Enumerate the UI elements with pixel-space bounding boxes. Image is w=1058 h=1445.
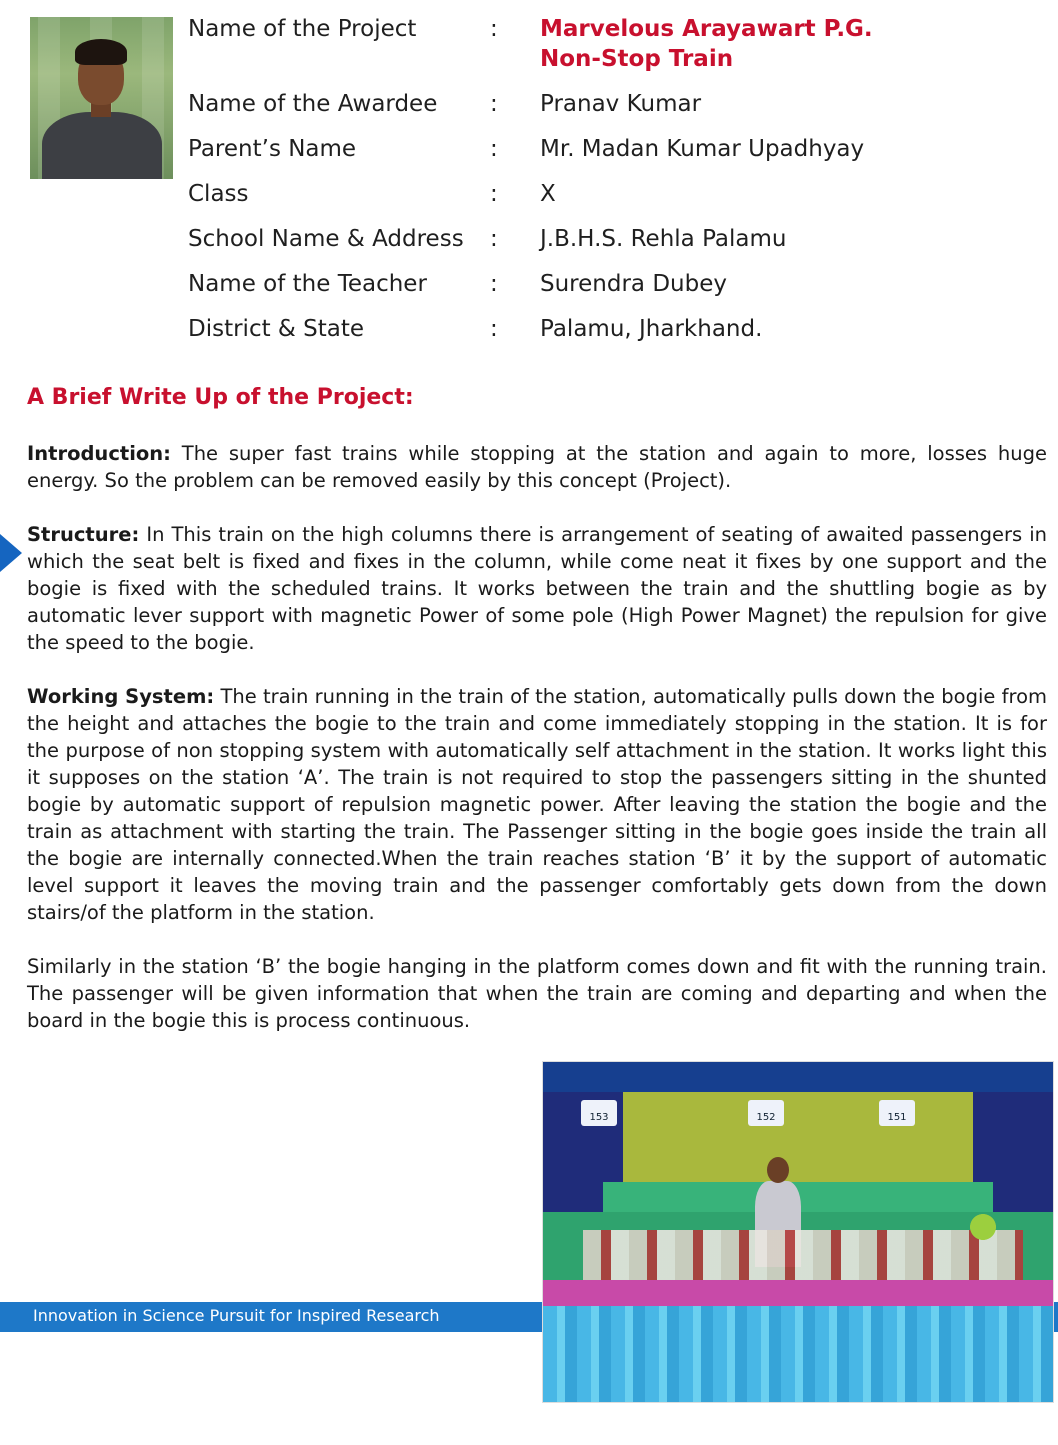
project-title-line2: Non-Stop Train bbox=[540, 46, 734, 72]
detail-value: X bbox=[540, 181, 556, 207]
working-paragraph bbox=[27, 683, 1047, 926]
project-title bbox=[540, 14, 873, 74]
writeup-heading: A Brief Write Up of the Project: bbox=[27, 385, 414, 410]
detail-separator: : bbox=[490, 16, 498, 42]
structure-paragraph bbox=[27, 521, 1047, 656]
detail-value: Surendra Dubey bbox=[540, 271, 727, 297]
detail-row-parent bbox=[188, 134, 1048, 179]
arrow-marker-icon bbox=[0, 534, 22, 572]
detail-separator: : bbox=[490, 91, 498, 117]
intro-text: The super fast trains while stopping at the station and again to more, losses huge energy. So the problem can be removed easily by this concept (Project). bbox=[27, 442, 1047, 492]
detail-value: J.B.H.S. Rehla Palamu bbox=[540, 226, 787, 252]
detail-row-district bbox=[188, 314, 1048, 359]
detail-separator: : bbox=[490, 316, 498, 342]
detail-label: Parent’s Name bbox=[188, 136, 357, 162]
detail-row-awardee bbox=[188, 89, 1048, 134]
detail-row-teacher bbox=[188, 269, 1048, 314]
detail-separator: : bbox=[490, 226, 498, 252]
exhibit-sign-mid: 152 bbox=[748, 1100, 784, 1126]
structure-text: In This train on the high columns there is arrangement of seating of awaited passengers in which the seat belt is fixed and fixes in the column, while come neat it fixes by one support and the bogie is fixed with the scheduled trains. It works between the train and the shuttling bogie as by automatic lever support with magnetic Power of some pole (High Power Magnet) the repulsion for give the speed to the bogie. bbox=[27, 523, 1047, 654]
exhibit-photo bbox=[542, 1061, 1054, 1403]
detail-label: Name of the Project bbox=[188, 16, 417, 42]
similarly-paragraph: Similarly in the station ‘B’ the bogie hanging in the platform comes down and fit with the running train. The passenger will be given information that when the train are coming and departing and when the board in the bogie this is process continuous. bbox=[27, 955, 1047, 1032]
intro-label: Introduction: bbox=[27, 442, 171, 465]
detail-separator: : bbox=[490, 181, 498, 207]
writeup-body bbox=[27, 440, 1047, 1061]
detail-separator: : bbox=[490, 136, 498, 162]
detail-value: Palamu, Jharkhand. bbox=[540, 316, 763, 342]
working-label: Working System: bbox=[27, 685, 215, 708]
intro-paragraph bbox=[27, 440, 1047, 494]
project-details bbox=[188, 14, 1048, 359]
detail-value: Mr. Madan Kumar Upadhyay bbox=[540, 136, 865, 162]
detail-row-class bbox=[188, 179, 1048, 224]
structure-label: Structure: bbox=[27, 523, 140, 546]
exhibit-sign-right: 151 bbox=[879, 1100, 915, 1126]
exhibit-sign-left: 153 bbox=[581, 1100, 617, 1126]
awardee-photo bbox=[30, 17, 173, 179]
footer-tagline: Innovation in Science Pursuit for Inspired Research bbox=[33, 1306, 440, 1325]
project-title-line1: Marvelous Arayawart P.G. bbox=[540, 16, 873, 42]
detail-row-project bbox=[188, 14, 1048, 89]
detail-label: School Name & Address bbox=[188, 226, 464, 252]
detail-label: District & State bbox=[188, 316, 365, 342]
detail-row-school bbox=[188, 224, 1048, 269]
detail-value: Pranav Kumar bbox=[540, 91, 702, 117]
detail-label: Name of the Teacher bbox=[188, 271, 427, 297]
detail-separator: : bbox=[490, 271, 498, 297]
detail-label: Class bbox=[188, 181, 249, 207]
detail-label: Name of the Awardee bbox=[188, 91, 438, 117]
working-text: The train running in the train of the station, automatically pulls down the bogie from the height and attaches the bogie to the train and come immediately stopping in the station. It is for the purpose of non stopping system with automatically self attachment in the station. It works light this it supposes on the station ‘A’. The train is not required to stop the passengers sitting in the shunted bogie by automatic support of repulsion magnetic power. After leaving the station the bogie and the train as attachment with starting the train. The Passenger sitting in the bogie goes inside the train all the bogie are internally connected.When the train reaches station ‘B’ it by the support of automatic level support it leaves the moving train and the passenger comfortably gets down from the down stairs/of the platform in the station. bbox=[27, 685, 1048, 924]
